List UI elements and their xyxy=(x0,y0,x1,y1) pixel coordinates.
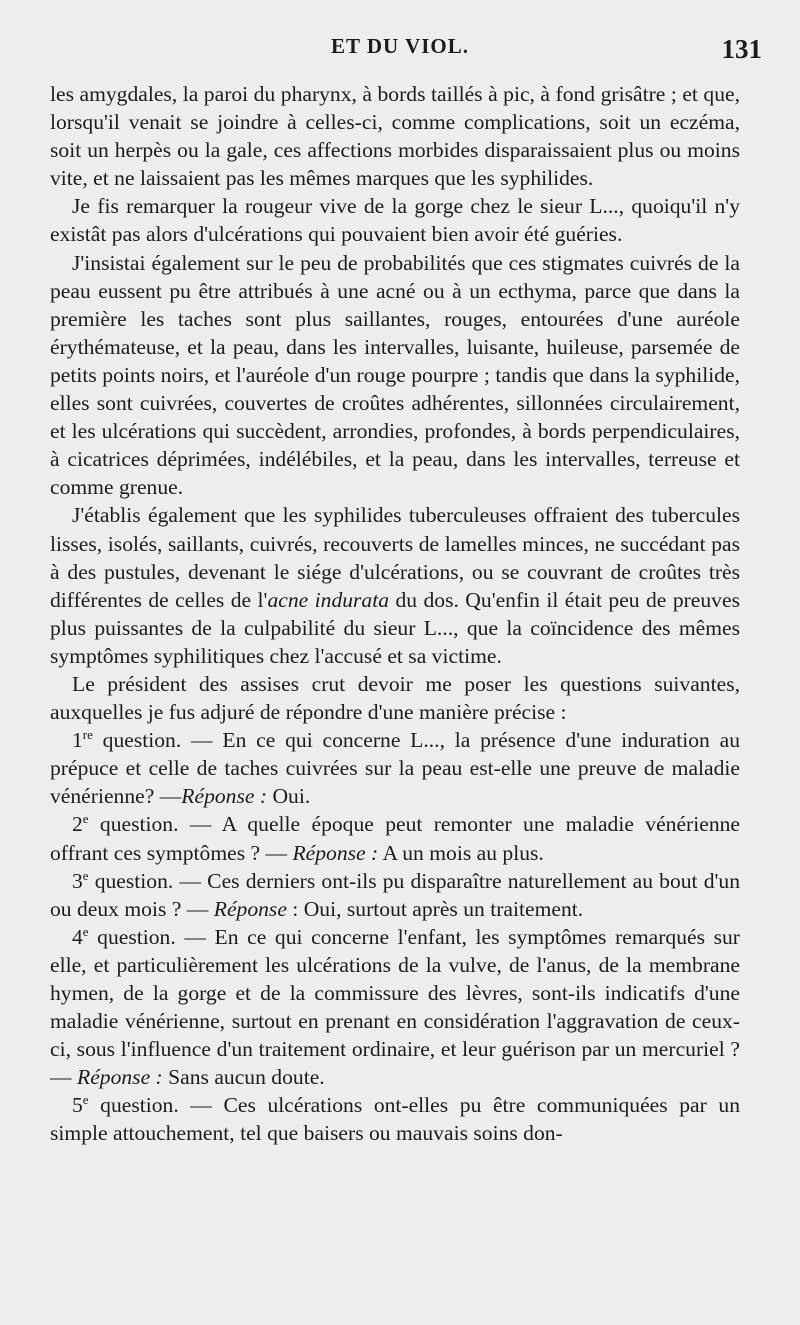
page-number: 131 xyxy=(721,34,762,64)
paragraph-4 xyxy=(50,501,740,670)
question-3 xyxy=(50,867,740,923)
question-3-text: question. — Ces derniers ont-ils pu disparaître naturellement au bout d'un ou deux mois ? — xyxy=(50,868,740,921)
question-4-number: 4 xyxy=(72,924,83,949)
body-text xyxy=(50,80,740,1148)
question-4-text: question. — En ce qui concerne l'enfant, les symptômes remarqués sur elle, et particulièrement les ulcérations de la vulve, de l'anus, de la membrane hymen, de la gorge et de la commissure des lèvres, sont-ils indicatifs d'une maladie vénérienne, surtout en prenant en considération l'aggravation de ceux-ci, sous l'influence d'un traitement ordinaire, et leur guérison par un mercuriel ? — xyxy=(50,924,740,1090)
question-4-ordinal: e xyxy=(82,923,89,939)
paragraph-1: les amygdales, la paroi du pharynx, à bords taillés à pic, à fond grisâtre ; et que, lorsqu'il venait se joindre à celles-ci, comme complications, soit un eczéma, soit un herpès ou la gale, ces affections morbides disparaissaient plus ou moins vite, et ne laissaient pas les mêmes marques que les syphilides. xyxy=(50,82,740,191)
question-5-number: 5 xyxy=(72,1093,83,1118)
question-2 xyxy=(50,810,740,866)
question-1-answer: Oui. xyxy=(267,784,311,809)
question-1-number: 1 xyxy=(72,728,83,753)
paragraph-4-text-a: J'établis également que les syphilides tuberculeuses offraient des tubercules lisses, isolés, saillants, cuivrés, recouverts de lamelles minces, ne succédant pas à des pustules, devenant le siége d'ulcérations, ou se couvrant de croûtes très différentes de celles de l' xyxy=(50,503,740,612)
question-3-number: 3 xyxy=(72,868,83,893)
question-2-answer: A un mois au plus. xyxy=(378,840,544,865)
paragraph-3: J'insistai également sur le peu de probabilités que ces stigmates cuivrés de la peau eussent pu être attribués à une acné ou à un ecthyma, parce que dans la première les taches sont plus saillantes, rouges, entourées d'une auréole érythémateuse, et la peau, dans les intervalles, luisante, huileuse, parsemée de petits points noirs, et l'auréole d'un rouge pourpre ; tandis que dans la syphilide, elles sont cuivrées, couvertes de croûtes adhérentes, sillonnées circulairement, et les ulcérations qui succèdent, arrondies, profondes, à bords perpendiculaires, à cicatrices déprimées, indélébiles, et la peau, dans les intervalles, terreuse et comme grenue. xyxy=(50,250,740,500)
page-header xyxy=(0,34,800,68)
question-2-answer-label: Réponse : xyxy=(292,840,379,865)
question-5-ordinal: e xyxy=(82,1092,89,1108)
question-3-ordinal: e xyxy=(82,867,89,883)
question-1-answer-label: Réponse : xyxy=(181,784,268,809)
question-3-answer: : Oui, surtout après un traitement. xyxy=(286,896,584,921)
question-4-answer: Sans aucun doute. xyxy=(162,1065,325,1090)
paragraph-2: Je fis remarquer la rougeur vive de la gorge chez le sieur L..., quoiqu'il n'y existât pas alors d'ulcérations qui pouvaient bien avoir été guéries. xyxy=(50,194,740,247)
running-head: ET DU VIOL. xyxy=(330,34,469,58)
question-4 xyxy=(50,923,740,1092)
paragraph-4-text-b: du dos. Qu'enfin il était peu de preuves plus puissantes de la culpabilité du sieur L..., que la coïncidence des mêmes symptômes syphilitiques chez l'accusé et sa victime. xyxy=(50,587,740,668)
question-1-text: question. — En ce qui concerne L..., la présence d'une induration au prépuce et celle de taches cuivrées sur la peau est-elle une preuve de maladie vénérienne? — xyxy=(50,728,740,809)
paragraph-4-italic-term: acne indurata xyxy=(267,587,390,612)
question-2-number: 2 xyxy=(72,812,83,837)
question-1-ordinal: re xyxy=(82,726,93,742)
question-5 xyxy=(50,1091,740,1147)
paragraph-5: Le président des assises crut devoir me poser les questions suivantes, auxquelles je fus adjuré de répondre d'une manière précise : xyxy=(50,671,740,725)
question-1 xyxy=(50,726,740,810)
question-4-answer-label: Réponse : xyxy=(77,1065,163,1090)
question-3-answer-label: Réponse xyxy=(213,896,287,921)
question-2-text: question. — A quelle époque peut remonter une maladie vénérienne offrant ces symptômes ? — xyxy=(50,812,740,865)
question-5-text: question. — Ces ulcérations ont-elles pu être communiquées par un simple attouchement, tel que baisers ou mauvais soins don- xyxy=(50,1093,740,1146)
question-2-ordinal: e xyxy=(82,811,89,827)
